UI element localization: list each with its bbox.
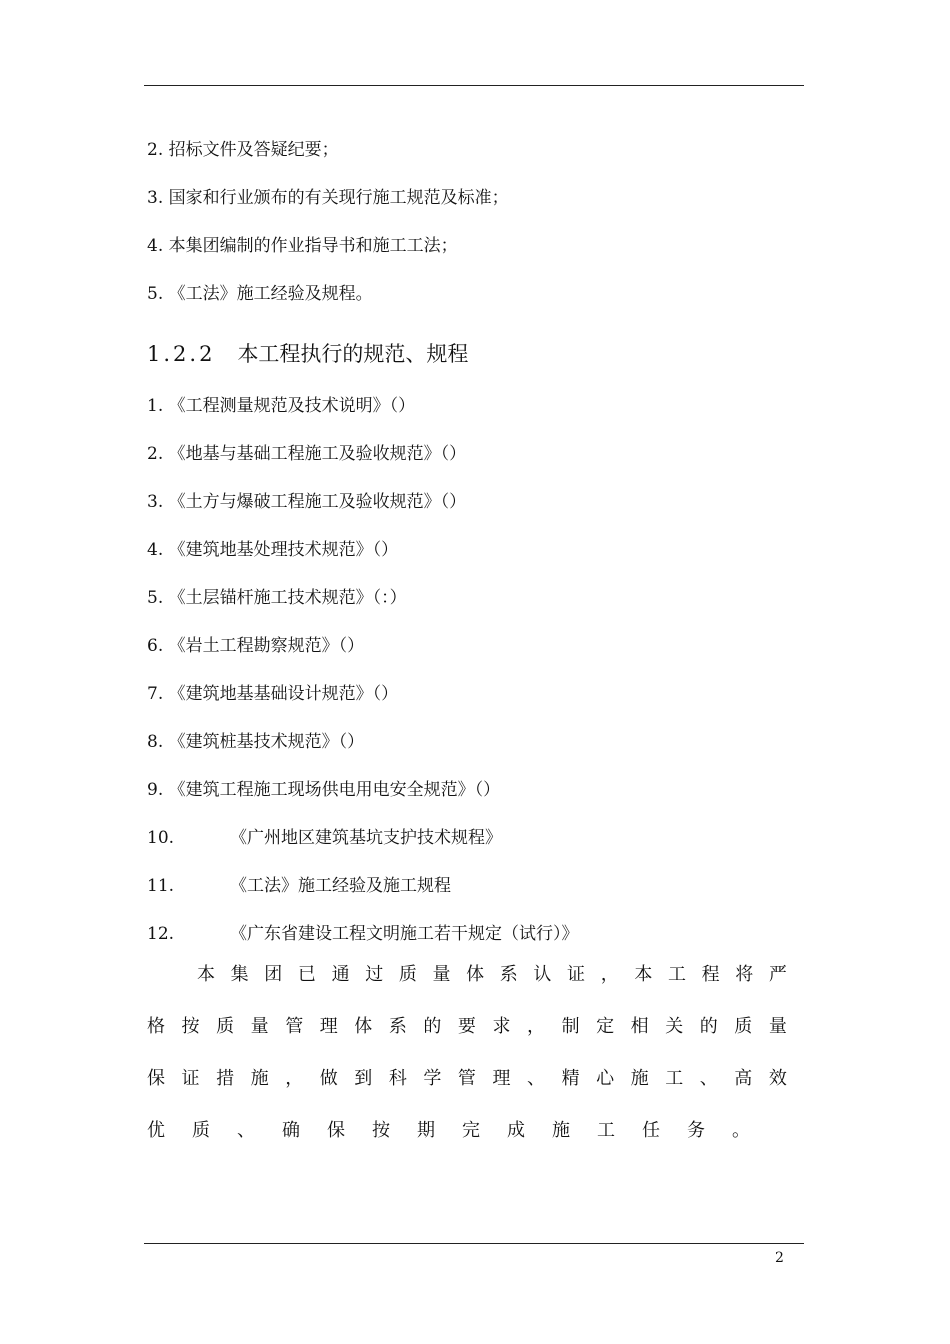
- paragraph-char: 施: [552, 1120, 570, 1141]
- paragraph-char: 、: [699, 1068, 718, 1089]
- paragraph-char: 。: [732, 1120, 750, 1141]
- paragraph-char: 量: [432, 964, 451, 985]
- list-item: 6. 《岩土工程勘察规范》（）: [147, 636, 365, 656]
- list-item: 3. 国家和行业颁布的有关现行施工规范及标准；: [147, 188, 509, 208]
- paragraph-char: 证: [181, 1068, 200, 1089]
- paragraph-char: 保: [147, 1068, 165, 1089]
- paragraph-char: 按: [372, 1120, 390, 1141]
- paragraph-char: 完: [462, 1120, 480, 1141]
- paragraph-char: 系: [499, 964, 518, 985]
- paragraph-char: 关: [665, 1016, 684, 1037]
- paragraph-char: 、: [237, 1120, 255, 1141]
- paragraph-line: [147, 1066, 787, 1092]
- paragraph-char: 程: [701, 964, 720, 985]
- paragraph-char: 系: [388, 1016, 407, 1037]
- list-item: 5. 《土层锚杆施工技术规范》（：）: [147, 588, 407, 608]
- paragraph-char: 质: [398, 964, 417, 985]
- paragraph-char: 团: [264, 964, 283, 985]
- paragraph-char: 质: [216, 1016, 235, 1037]
- paragraph-char: 精: [561, 1068, 580, 1089]
- paragraph-char: 、: [527, 1068, 546, 1089]
- section-number: 1.2.2: [147, 342, 216, 366]
- list-item: 2. 招标文件及答疑纪要；: [147, 140, 339, 160]
- paragraph-char: 量: [768, 1016, 787, 1037]
- list-item: 12. 《广东省建设工程文明施工若干规定（试行）》: [147, 924, 579, 944]
- paragraph-char: 严: [768, 964, 787, 985]
- paragraph-char: 按: [181, 1016, 200, 1037]
- paragraph-char: 已: [297, 964, 316, 985]
- paragraph-char: 工: [667, 964, 686, 985]
- paragraph-line: [147, 962, 787, 988]
- paragraph-char: 确: [282, 1120, 300, 1141]
- list-item: 11. 《工法》施工经验及施工规程: [147, 876, 451, 896]
- paragraph-char: 工: [665, 1068, 684, 1089]
- paragraph-char: 管: [285, 1016, 304, 1037]
- list-item: 2. 《地基与基础工程施工及验收规范》（）: [147, 444, 467, 464]
- paragraph-char: 施: [630, 1068, 649, 1089]
- paragraph-char: 质: [734, 1016, 753, 1037]
- paragraph-char: 科: [388, 1068, 407, 1089]
- paragraph-char: 将: [735, 964, 754, 985]
- paragraph-char: 任: [642, 1120, 660, 1141]
- paragraph-char: 体: [466, 964, 485, 985]
- list-item: 4. 《建筑地基处理技术规范》（）: [147, 540, 399, 560]
- paragraph-char: 认: [533, 964, 552, 985]
- paragraph-char: 的: [423, 1016, 442, 1037]
- paragraph-char: 要: [457, 1016, 476, 1037]
- list-item: 1. 《工程测量规范及技术说明》（）: [147, 396, 416, 416]
- list-item: 9. 《建筑工程施工现场供电用电安全规范》（）: [147, 780, 501, 800]
- paragraph-char: 成: [507, 1120, 525, 1141]
- paragraph-char: 效: [768, 1068, 787, 1089]
- list-item: 3. 《土方与爆破工程施工及验收规范》（）: [147, 492, 467, 512]
- paragraph-char: 工: [597, 1120, 615, 1141]
- paragraph-char: 求: [492, 1016, 511, 1037]
- paragraph-char: 管: [457, 1068, 476, 1089]
- paragraph-char: 格: [147, 1016, 165, 1037]
- paragraph-char: 集: [230, 964, 249, 985]
- paragraph-char: 质: [192, 1120, 210, 1141]
- paragraph-char: 心: [596, 1068, 615, 1089]
- paragraph-char: 到: [354, 1068, 373, 1089]
- paragraph-char: 通: [331, 964, 350, 985]
- paragraph-char: 施: [250, 1068, 269, 1089]
- footer-rule: [144, 1243, 804, 1244]
- list-item: 4. 本集团编制的作业指导书和施工工法；: [147, 236, 458, 256]
- paragraph-char: ，: [600, 964, 619, 985]
- paragraph-char: ，: [527, 1016, 546, 1037]
- paragraph-char: 务: [687, 1120, 705, 1141]
- paragraph-char: 相: [630, 1016, 649, 1037]
- paragraph-char: 的: [699, 1016, 718, 1037]
- header-rule: [144, 85, 804, 86]
- paragraph-char: 优: [147, 1120, 165, 1141]
- section-title: 本工程执行的规范、规程: [237, 342, 469, 366]
- paragraph-char: 过: [365, 964, 384, 985]
- page-number: 2: [775, 1250, 784, 1266]
- paragraph-char: 做: [319, 1068, 338, 1089]
- list-item: 5. 《工法》施工经验及规程。: [147, 284, 373, 304]
- list-item: 8. 《建筑桩基技术规范》（）: [147, 732, 365, 752]
- paragraph-char: 高: [734, 1068, 753, 1089]
- paragraph-char: 理: [319, 1016, 338, 1037]
- section-heading: [147, 340, 468, 368]
- paragraph-char: 体: [354, 1016, 373, 1037]
- list-item: 7. 《建筑地基基础设计规范》（）: [147, 684, 399, 704]
- paragraph-char: 量: [250, 1016, 269, 1037]
- paragraph-char: 保: [327, 1120, 345, 1141]
- paragraph-line: [147, 1118, 787, 1144]
- paragraph-char: 学: [423, 1068, 442, 1089]
- paragraph-char: 本: [634, 964, 653, 985]
- paragraph-char: 定: [596, 1016, 615, 1037]
- paragraph-char: 期: [417, 1120, 435, 1141]
- paragraph-char: 措: [216, 1068, 235, 1089]
- paragraph-char: 制: [561, 1016, 580, 1037]
- list-item: 10. 《广州地区建筑基坑支护技术规程》: [147, 828, 502, 848]
- paragraph-char: 本: [197, 964, 215, 985]
- paragraph-char: 证: [567, 964, 586, 985]
- paragraph-line: [147, 1014, 787, 1040]
- paragraph-char: ，: [285, 1068, 304, 1089]
- paragraph-char: 理: [492, 1068, 511, 1089]
